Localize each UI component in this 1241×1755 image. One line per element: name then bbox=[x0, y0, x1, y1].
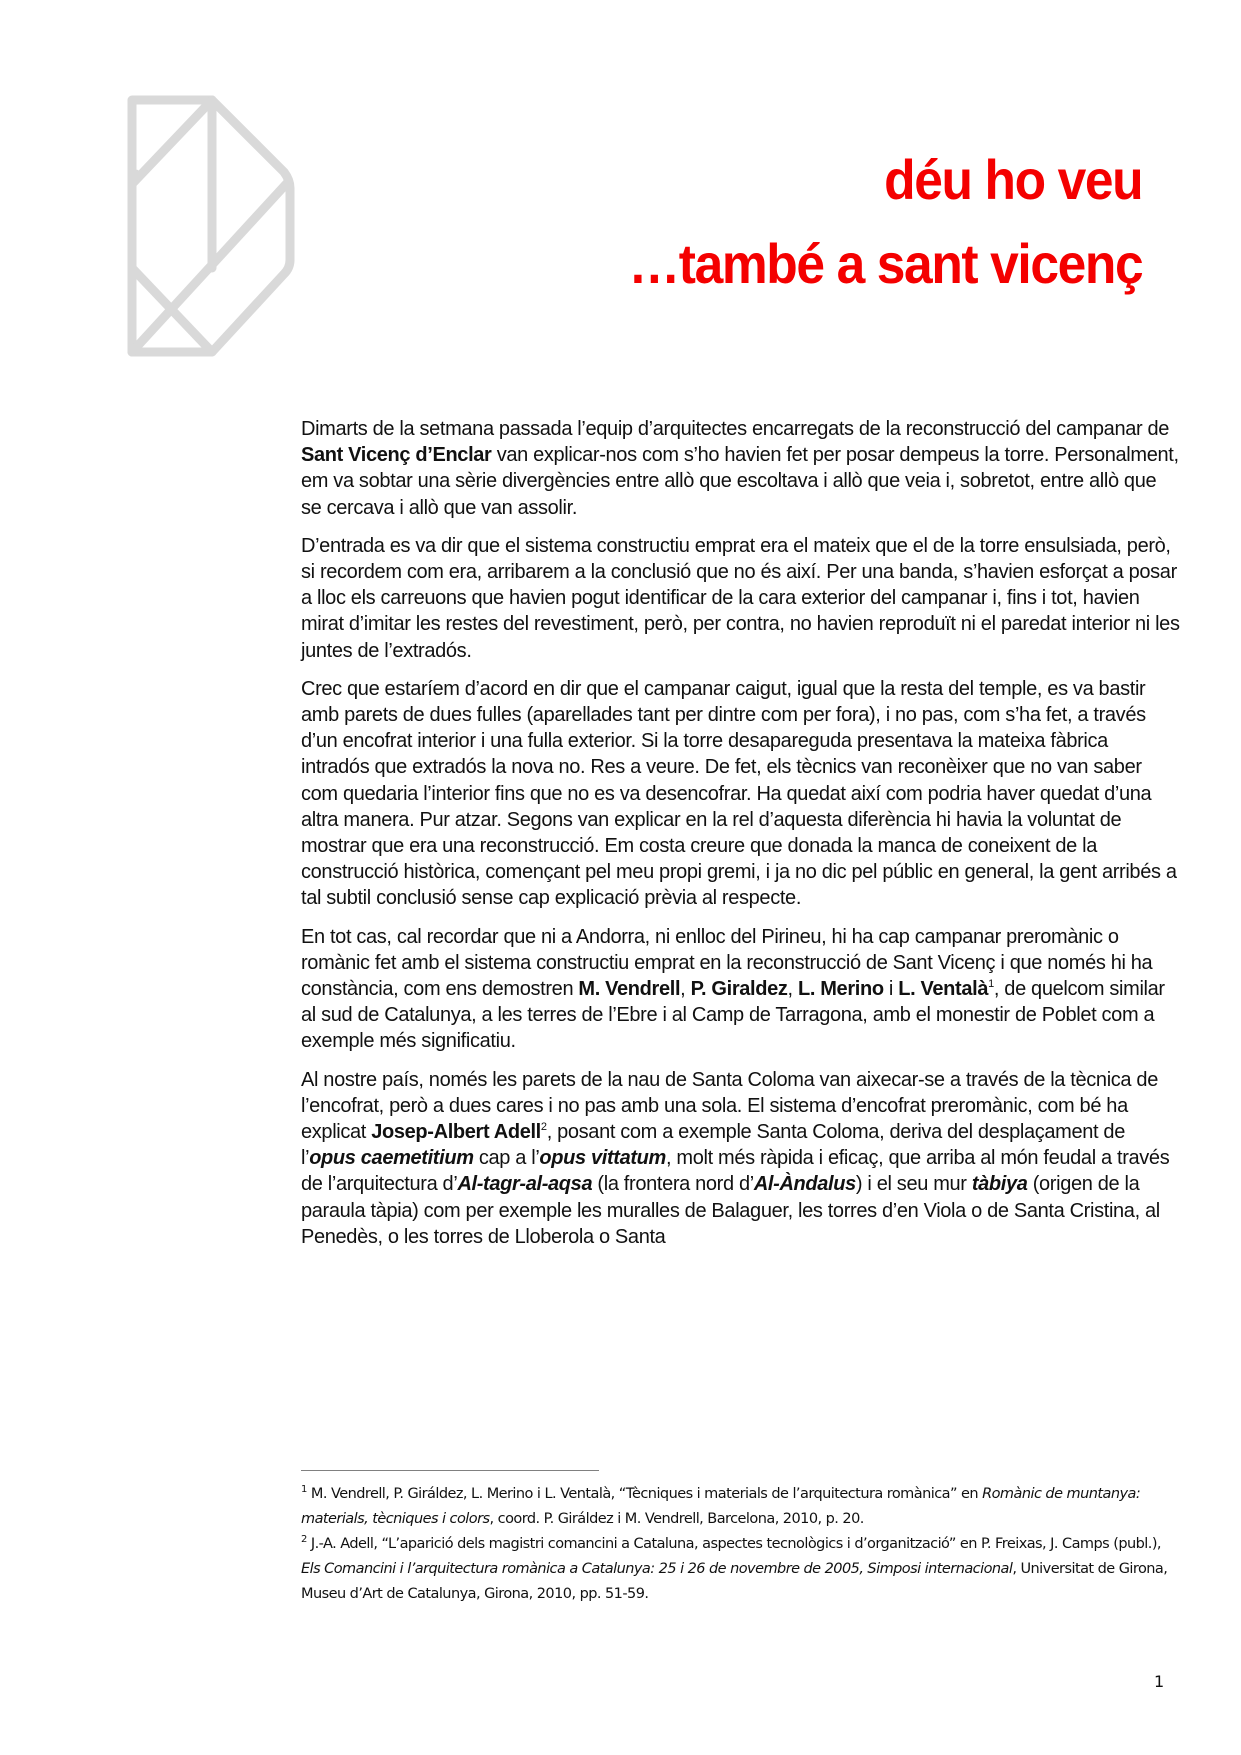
text-run: , Universitat de Girona, Museu d’Art de Catalunya, Girona, 2010, pp. 51-59. bbox=[301, 1561, 1168, 1602]
text-run: van explicar-nos com s’ho havien fet per posar dempeus la torre. Personalment, em va sobtar una sèrie divergències entre allò que escoltava i allò que veia i, sobretot, entre allò que se cercava i allò que van assolir. bbox=[301, 444, 1179, 519]
text-run: ) i el seu mur bbox=[855, 1173, 972, 1196]
footnote-separator bbox=[301, 1470, 599, 1471]
text-run: , molt més ràpida i eficaç, que arriba al món feudal a través de l’arquitectura d’ bbox=[301, 1147, 1170, 1196]
text-run: , bbox=[680, 978, 691, 1001]
text-run: i bbox=[883, 978, 899, 1001]
text-run: En tot cas, cal recordar que ni a Andorra, ni enlloc del Pirineu, hi ha cap campanar preromànic o romànic fet amb el sistema constructiu emprat en la reconstrucció de Sant Vicenç i que només hi ha constància, com ens demostren bbox=[301, 925, 1153, 1001]
text-run: M. Vendrell, P. Giráldez, L. Merino i L. Ventalà, “Tècniques i materials de l’arquitectura romànica” en bbox=[306, 1486, 983, 1502]
emphasis-text: Sant Vicenç d’Enclar bbox=[301, 444, 492, 467]
text-run: , de quelcom similar al sud de Catalunya, a les terres de l’Ebre i al Camp de Tarragona, amb el monestir de Poblet com a exemple més significatiu. bbox=[301, 978, 1165, 1053]
emphasis-text: L. Merino bbox=[797, 978, 884, 1001]
footnote bbox=[301, 1482, 1177, 1532]
text-run: Al nostre país, només les parets de la nau de Santa Coloma van aixecar-se a través de la tècnica de l’encofrat, però a dues cares i no pas amb una sola. El sistema d’encofrat preromànic, com bé ha explicat bbox=[301, 1068, 1158, 1144]
text-run: Romànic de muntanya: materials, tècniques i colors bbox=[301, 1486, 1141, 1527]
paragraph bbox=[301, 416, 1181, 521]
emphasis-text: L. Ventalà bbox=[898, 978, 989, 1001]
footnote-ref: 1 bbox=[301, 1484, 307, 1495]
emphasis-text: Al-tagr-al-aqsa bbox=[457, 1173, 593, 1196]
paragraph bbox=[301, 1067, 1181, 1250]
paragraph bbox=[301, 924, 1181, 1055]
paragraph bbox=[301, 533, 1181, 664]
footnote-ref: 2 bbox=[540, 1121, 547, 1134]
text-run: cap a l’ bbox=[473, 1147, 540, 1170]
text-run: Crec que estaríem d’acord en dir que el campanar caigut, igual que la resta del temple, es va bastir amb parets de dues fulles (aparellades tant per dintre com per fora), i no pas, com s’ha fet, a través d’un encofrat interior i una fulla exterior. Si la torre desapareguda presentava la mateixa fàbrica intradós que extradós la nova no. Res a veure. De fet, els tècnics van reconèixer que no van saber com quedaria l’interior fins que no es va desencofrar. Ha quedat així com podria haver quedat d’una altra manera. Pur atzar. Segons van explicar en la rel d’aquesta diferència hi havia la voluntat de mostrar que era una reconstrucció. Em costa creure que donada la manca de coneixent de la construcció històrica, començant pel meu propi gremi, i ja no dic pel públic en general, la gent arribés a tal subtil conclusió sense cap explicació prèvia al respecte. bbox=[301, 677, 1177, 910]
emphasis-text: opus caemetitium bbox=[309, 1147, 474, 1170]
geometric-logo-icon bbox=[122, 90, 312, 366]
text-run: , posant com a exemple Santa Coloma, deriva del desplaçament de l’ bbox=[301, 1121, 1125, 1170]
text-run: D’entrada es va dir que el sistema constructiu emprat era el mateix que el de la torre ensulsiada, però, si recordem com era, arribarem a la conclusió que no és així. Per una banda, s’havien esforçat a posar a lloc els carreuons que havien pogut identificar de la cara exterior del campanar i, fins i tot, havien mirat d’imitar les restes del revestiment, però, per contra, no havien reproduït ni el paredat interior ni les juntes de l’extradós. bbox=[301, 534, 1180, 662]
article-body bbox=[301, 416, 1181, 1262]
text-run: , coord. P. Giráldez i M. Vendrell, Barcelona, 2010, p. 20. bbox=[489, 1511, 864, 1527]
text-run: (origen de la paraula tàpia) com per exemple les muralles de Balaguer, les torres d’en Viola o de Santa Cristina, al Penedès, o les torres de Lloberola o Santa bbox=[301, 1173, 1160, 1248]
title-line-1: déu ho veu bbox=[883, 148, 1142, 211]
footnote-ref: 2 bbox=[301, 1534, 307, 1545]
emphasis-text: Josep-Albert Adell bbox=[371, 1121, 541, 1144]
text-run: J.-A. Adell, “L’aparició dels magistri comancini a Cataluna, aspectes tecnològics i d’organització” en P. Freixas, J. Camps (publ.), bbox=[306, 1536, 1161, 1552]
footnote-ref: 1 bbox=[988, 978, 994, 991]
footnote bbox=[301, 1532, 1177, 1607]
text-run: (la frontera nord d’ bbox=[592, 1173, 754, 1196]
emphasis-text: M. Vendrell bbox=[578, 978, 681, 1001]
title-line-2: …també a sant vicenç bbox=[628, 232, 1142, 295]
emphasis-text: opus vittatum bbox=[539, 1147, 666, 1170]
text-run: Els Comancini i l’arquitectura romànica a Catalunya: 25 i 26 de novembre de 2005, Simposi internacional bbox=[301, 1561, 1013, 1577]
page-title bbox=[628, 138, 1142, 306]
footnotes bbox=[301, 1482, 1177, 1607]
paragraph bbox=[301, 676, 1181, 912]
page-number: 1 bbox=[1154, 1672, 1165, 1691]
emphasis-text: P. Giraldez bbox=[690, 978, 788, 1001]
emphasis-text: tàbiya bbox=[971, 1173, 1028, 1196]
text-run: Dimarts de la setmana passada l’equip d’arquitectes encarregats de la reconstrucció del campanar de bbox=[301, 418, 1170, 440]
text-run: , bbox=[787, 978, 798, 1001]
emphasis-text: Al-Àndalus bbox=[753, 1173, 856, 1196]
